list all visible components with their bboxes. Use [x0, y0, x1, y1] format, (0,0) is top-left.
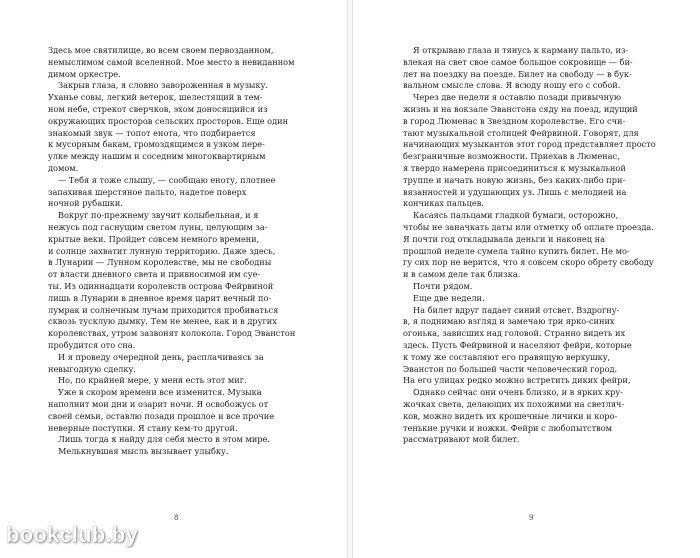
text-line: — Тебя я тоже слышу, — сообщаю еноту, плотнее — [58, 174, 276, 185]
right-page — [352, 0, 700, 558]
text-line: тенькие ручки и ножки. Фейри с любопытством — [403, 422, 613, 433]
text-line: домом. — [48, 162, 79, 173]
text-line: королевствах, утром зазвонят колокола. Город Эванстон — [48, 328, 296, 339]
text-line: к тому же составляют его правящую верхушку, — [403, 351, 611, 362]
text-line: огонька, зависших над головой. Странно видеть их — [403, 328, 626, 339]
text-line: сквозь тусклую дымку. Тем не менее, как и в других — [48, 316, 277, 327]
page-number-right: 9 — [529, 514, 534, 522]
text-line: Вокруг по-прежнему звучит колыбельная, и я — [58, 210, 259, 221]
text-line: знакомый звук — топот енота, что подбирается — [48, 127, 256, 138]
text-line: я твердо намерена присоединиться к музыкальной — [403, 162, 626, 173]
text-line: лишь в Лунарии в дневное время царит вечный по- — [48, 292, 272, 303]
text-line: жочках света, делающих их похожими на светляч- — [403, 398, 625, 409]
text-line: Еще две недели. — [413, 292, 485, 303]
text-line: гу сих пор не верится, что я совсем скоро обрету свободу — [403, 257, 654, 268]
text-line: кончиках пальцев. — [403, 198, 484, 209]
text-line: На его улицах редко можно встретить диких фейри, — [403, 375, 631, 386]
text-line: ном небе, стрекот сверчков, эхом доносящийся из — [48, 103, 268, 114]
text-line: и в самом деле так близка. — [403, 269, 521, 280]
text-line: ночной рубашки. — [48, 198, 123, 209]
text-line: к мусорным бакам, громоздящимся в узком пере- — [48, 139, 265, 150]
text-line: окружающих просторов сельских просторов. Еще один — [48, 115, 289, 126]
text-line: Почти рядом. — [413, 280, 473, 291]
text-line: прошлой неделе сумела тайно купить билет. Не мо- — [403, 245, 630, 256]
text-line: от власти дневного света и привносимой им суе- — [48, 269, 261, 280]
text-line: Эванстон по большей части человеческий город. — [403, 363, 618, 374]
text-line: лет на поездку на поезде. Билет на свободу — в бук- — [403, 68, 632, 79]
text-line: начинающих музыкантов этот город представляет просто — [403, 139, 656, 150]
text-line: И я проведу очередной день, расплачиваясь за — [58, 351, 264, 362]
right-page-text — [403, 45, 661, 446]
text-line: чтобы не заначкать даты или отметку об оплате проезда. — [403, 221, 654, 232]
left-page — [0, 0, 348, 558]
text-line: Уже в скором времени все изменится. Музыка — [58, 387, 262, 398]
text-line: вальном смысле слова. Я всюду ношу его с собой. — [403, 80, 621, 91]
text-line: Здесь мое святилище, во всем своем первозданном, — [48, 45, 274, 55]
page-number-left: 8 — [174, 514, 179, 522]
text-line: пробудится ото сна. — [48, 339, 136, 350]
text-line: Через две недели я оставлю позади привычную — [413, 92, 622, 103]
text-line: лумрак и солнечным лучам приходится пробиваться — [48, 304, 279, 315]
text-line: нежусь под гаснущим светом луны, целующим за- — [48, 221, 268, 232]
text-line: вязанностей и удушающих уз. Лишь с мелодией на — [403, 186, 627, 197]
text-line: немыслимом самой вселенной. Мое место в невиданном — [48, 56, 295, 67]
text-line: жизнь и на вокзале Эванстона сяду на поезд, идущий — [403, 103, 638, 114]
text-line: невыгодную сделку. — [48, 363, 136, 374]
text-line: Закрыв глаза, я словно завороженная в музыку. — [58, 80, 268, 91]
text-line: Касаясь пальцами гладкой бумаги, осторожно, — [413, 210, 619, 221]
text-line: рассматривают мой билет. — [403, 434, 520, 445]
text-line: в город Люменас в Звездном королевстве. Его счи- — [403, 115, 626, 126]
text-line: димом оркестре. — [48, 68, 121, 79]
text-line: неверные поступки. Я стану кем-то другой. — [48, 422, 238, 433]
text-line: Мелькнувшая мысль вызывает улыбку. — [58, 446, 229, 457]
text-line: запахивая шерстяное пальто, надетое поверх — [48, 186, 247, 197]
text-line: своей семьи, оставлю позади прошлое и все прочие — [48, 410, 275, 421]
text-line: здесь. Пусть Фейрвиной и населяют фейри, которые — [403, 339, 632, 350]
left-page-text — [48, 45, 305, 458]
site-watermark: bookclub.by — [6, 522, 138, 547]
text-line: крытые веки. Пройдет совсем немного времени, — [48, 233, 260, 244]
text-line: влекая на свет свое самое большое сокровище — би- — [403, 56, 633, 67]
text-line: ты. Из одиннадцати королевств острова Фейрвиной — [48, 280, 274, 291]
text-line: безграничные возможности. Приехав в Люменас, — [403, 151, 620, 162]
text-line: Я открываю глаза и тянусь к карману пальто, из- — [413, 45, 629, 55]
text-line: ков, можно видеть их крошечные личики и коро- — [403, 410, 618, 421]
text-line: тают музыкальной столицей Фейрвиной. Говорят, для — [403, 127, 639, 138]
text-line: На билет вдруг падает синий отсвет. Вздрогну- — [413, 304, 620, 315]
text-line: труппе и начать новую жизнь, без каких-либо при- — [403, 174, 626, 185]
text-line: Однако сейчас они очень близко, и в ярких кру- — [413, 387, 623, 398]
text-line: улке между нашим и соседним многоквартирным — [48, 151, 266, 162]
text-line: Я почти год откладывала деньги и наконец на — [403, 233, 605, 244]
text-line: в, я поднимаю взгляд и замечаю три ярко-синих — [403, 316, 615, 327]
text-line: Но, по крайней мере, у меня есть этот миг. — [58, 375, 247, 386]
text-line: Лишь тогда я найду для себя место в этом мире. — [58, 434, 270, 445]
text-line: Уханье совы, легкий ветерок, шелестящий в тем- — [48, 92, 263, 103]
text-line: наполнит мои дни и озарит ночи. Я освобожусь от — [48, 398, 269, 409]
text-line: и солнце захватит лунную территорию. Даже здесь, — [48, 245, 276, 256]
text-line: в Лунарии — Лунном королевстве, мы не свободны — [48, 257, 272, 268]
